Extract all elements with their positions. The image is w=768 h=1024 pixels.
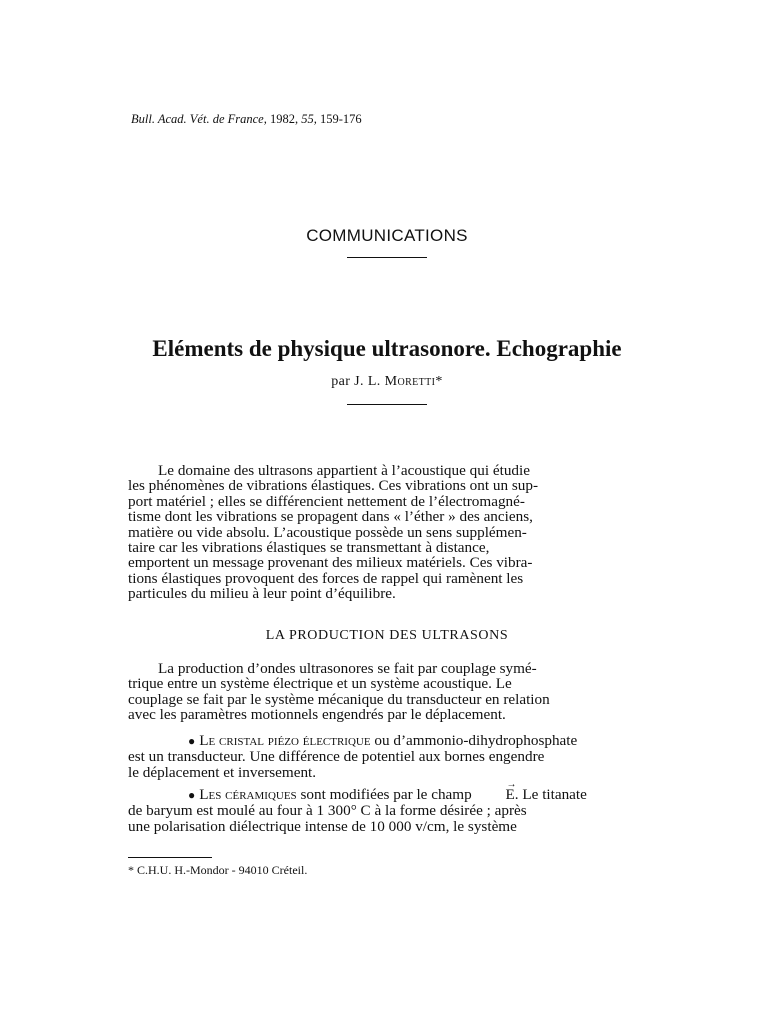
bullet-term: Les céramiques	[199, 786, 297, 803]
bullet-line: une polarisation diélectrique intense de 10 000 v/cm, le système	[128, 817, 517, 835]
footnote-rule	[128, 857, 212, 858]
bullet-line: de baryum est moulé au four à 1 300° C à la forme désirée ; après	[128, 802, 527, 820]
citation-year: 1982,	[269, 112, 299, 126]
bullet-ceramiques-first-line	[128, 787, 644, 803]
intro-line: tisme dont les vibrations se propagent dans « l’éther » des anciens,	[128, 508, 533, 526]
production-line: trique entre un système électrique et un système acoustique. Le	[128, 675, 512, 693]
intro-line: taire car les vibrations élastiques se transmettant à distance,	[128, 539, 490, 557]
bullet-line: est un transducteur. Une différence de potentiel aux bornes engendre	[128, 748, 545, 766]
bullet-icon: ●	[188, 788, 196, 802]
vector-e: → E	[476, 787, 515, 802]
intro-line: port matériel ; elles se différencient nettement de l’électromagné-	[128, 492, 525, 510]
journal-citation	[131, 112, 362, 127]
intro-line: emportent un message provenant des milieux matériels. Ces vibra-	[128, 554, 533, 572]
byline-prefix: par J. L.	[331, 374, 381, 389]
bullet-line: le déplacement et inversement.	[128, 763, 317, 781]
bullet-term: Le cristal piézo électrique	[199, 732, 371, 749]
bullet-piezo-first-line	[128, 733, 644, 749]
citation-journal: Bull. Acad. Vét. de France,	[131, 112, 267, 126]
bullet-text: sont modifiées par le champ	[296, 786, 476, 803]
bullet-icon: ●	[188, 734, 196, 748]
citation-pages: 159-176	[319, 112, 362, 126]
byline-rule	[347, 404, 427, 405]
section-rule	[347, 257, 427, 258]
section-label: COMMUNICATIONS	[306, 226, 468, 245]
citation-volume: 55,	[301, 112, 317, 126]
intro-line: particules du milieu à leur point d’équilibre.	[128, 585, 396, 603]
production-line: couplage se fait par le système mécanique du transducteur en relation	[128, 690, 550, 708]
article-title: Eléments de physique ultrasonore. Echographie	[152, 336, 622, 361]
author-footnote-mark: *	[435, 374, 443, 389]
footnote: * C.H.U. H.-Mondor - 94010 Créteil.	[128, 863, 308, 877]
section-heading: LA PRODUCTION DES ULTRASONS	[265, 628, 509, 643]
author-name: Moretti	[384, 374, 436, 389]
bullet-ceramiques	[128, 787, 644, 834]
bullet-text: ou d’ammonio-dihydrophosphate	[370, 732, 578, 749]
intro-line: tions élastiques provoquent des forces de rappel qui ramènent les	[128, 569, 524, 587]
production-paragraph	[128, 661, 644, 723]
intro-line: les phénomènes de vibrations élastiques. Ces vibrations ont un sup-	[128, 477, 538, 495]
bullet-piezo	[128, 733, 644, 780]
byline	[0, 374, 768, 390]
intro-line: Le domaine des ultrasons appartient à l’acoustique qui étudie	[158, 462, 530, 479]
intro-paragraph	[128, 463, 644, 602]
bullet-text: . Le titanate	[514, 786, 587, 803]
intro-line: matière ou vide absolu. L’acoustique possède un sens supplémen-	[128, 523, 527, 541]
production-line: avec les paramètres motionnels engendrés par le déplacement.	[128, 706, 506, 724]
production-line: La production d’ondes ultrasonores se fait par couplage symé-	[158, 660, 537, 677]
